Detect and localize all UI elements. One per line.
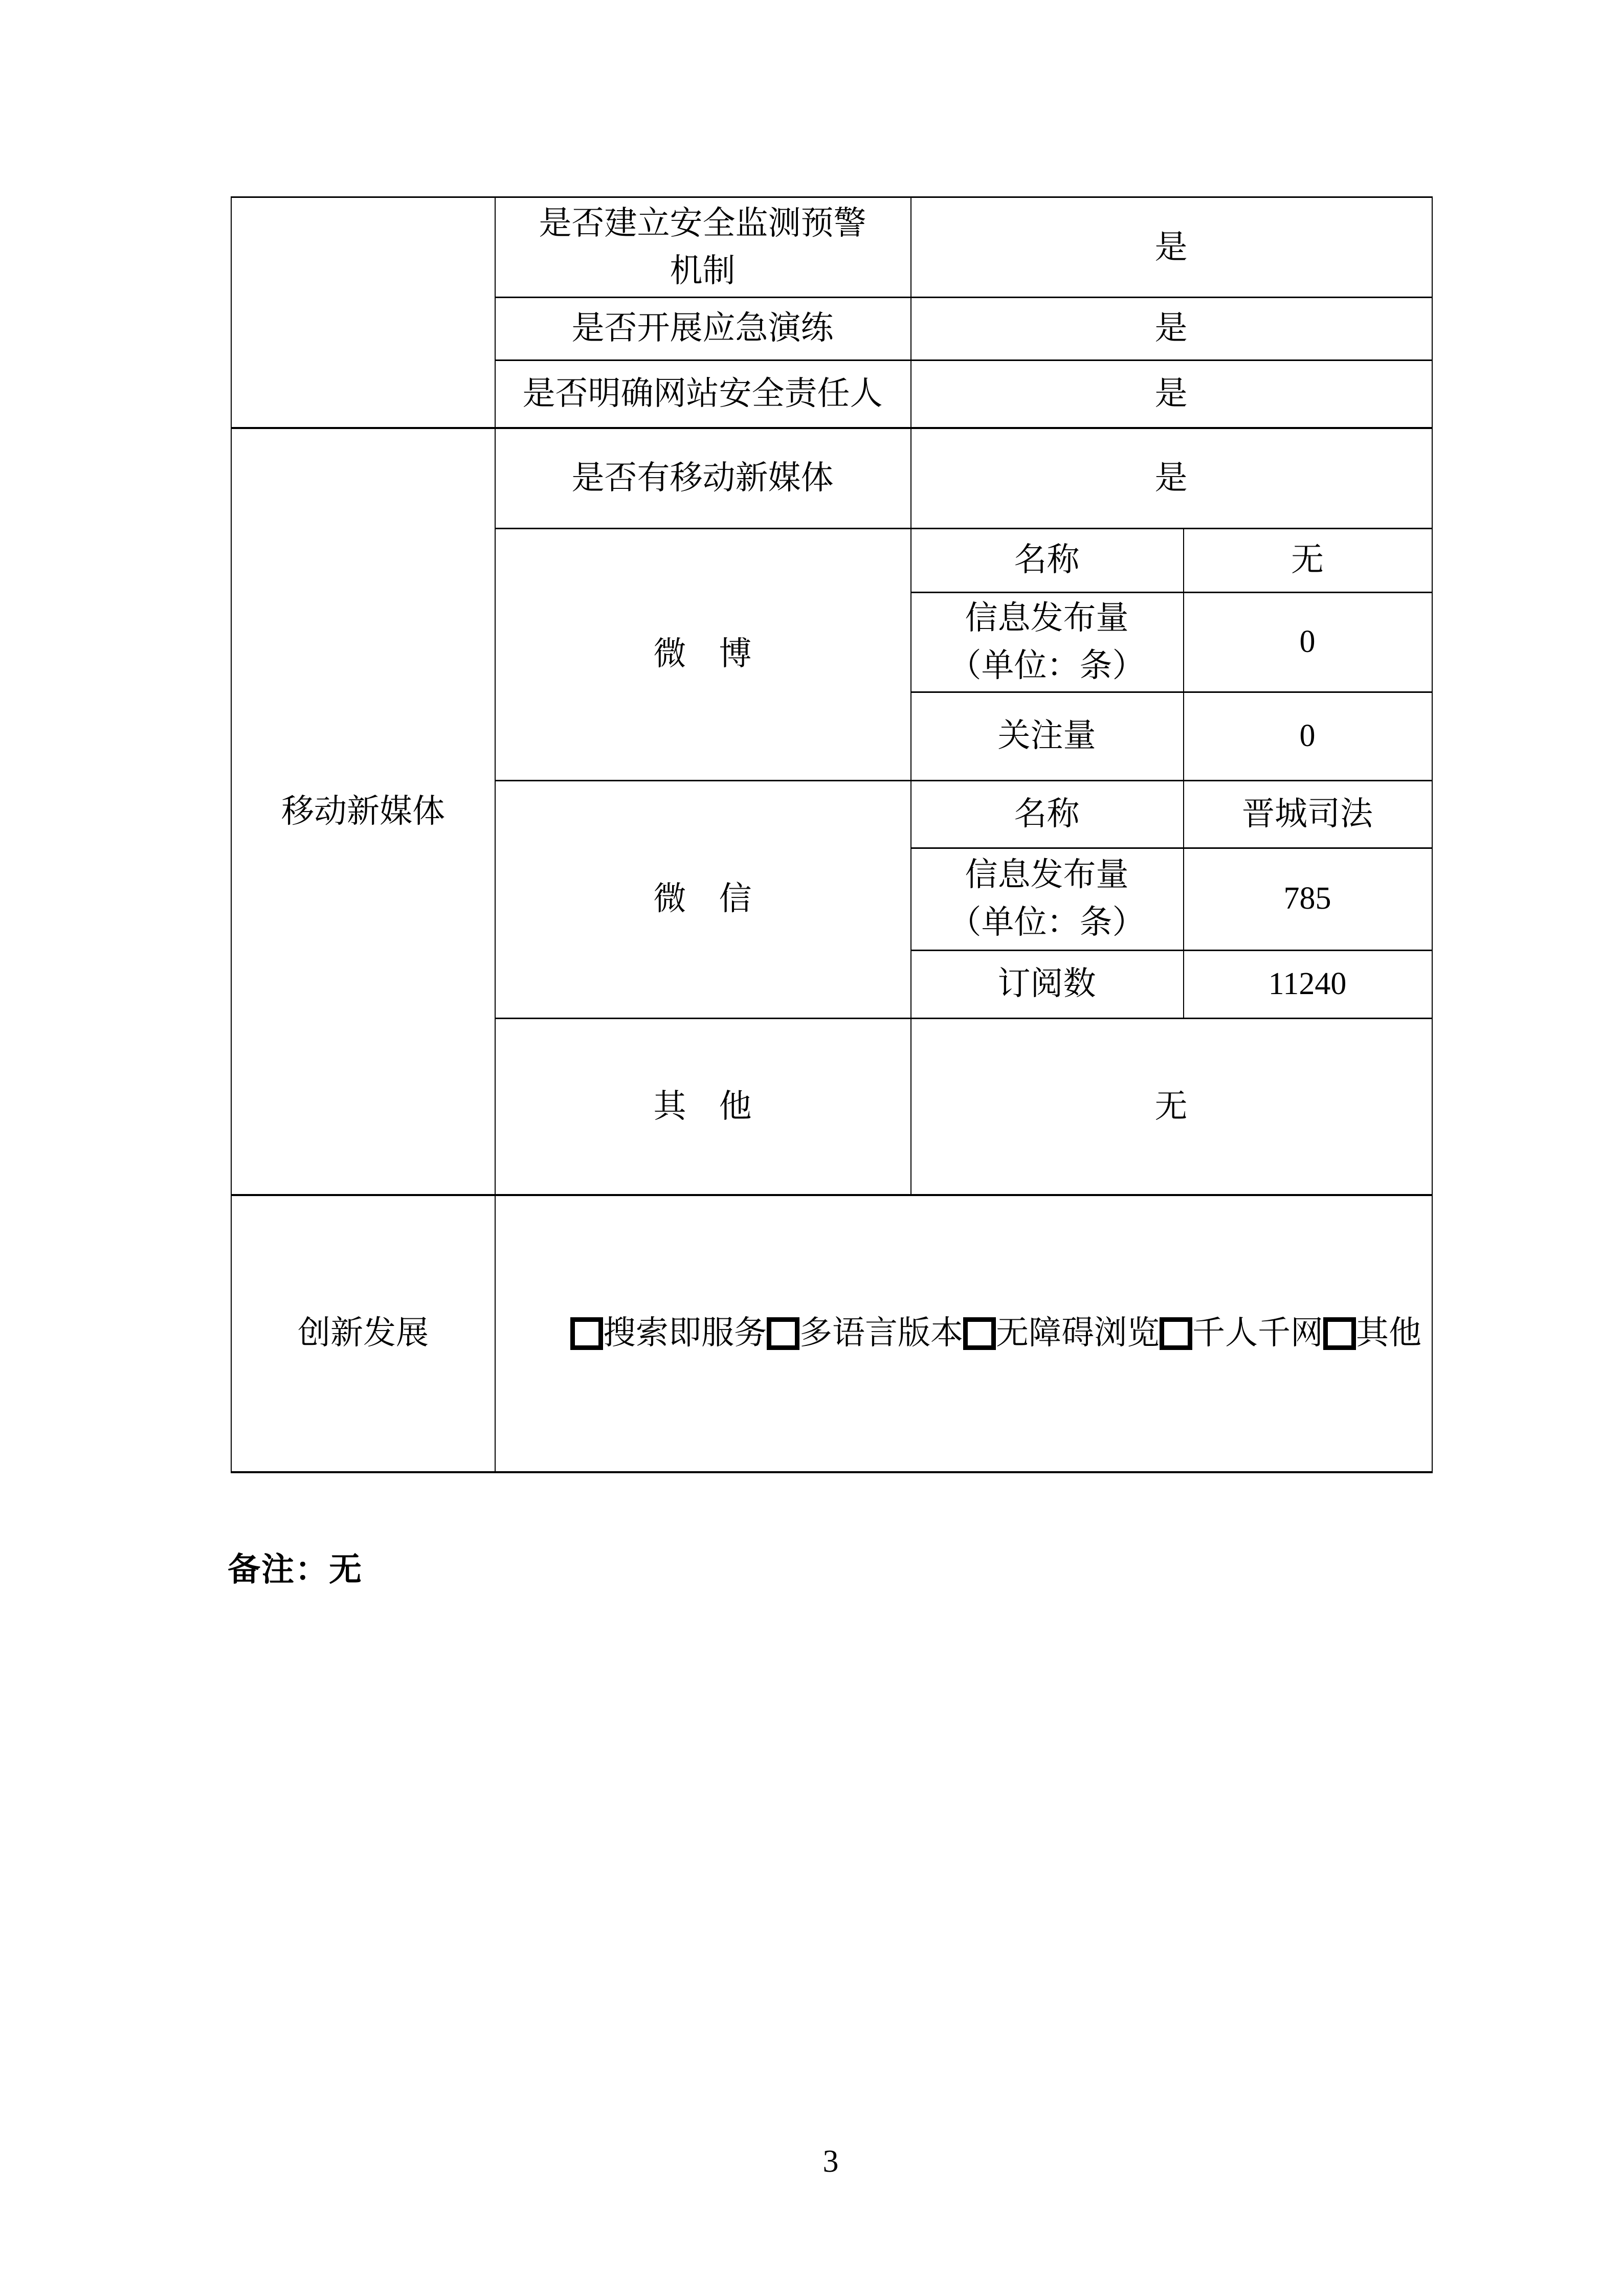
wechat-subscribers-label	[910, 950, 1183, 1018]
wechat-name-value	[1183, 780, 1432, 848]
weibo-name-value	[1183, 528, 1432, 592]
innovation-option-label: 千人千网	[1192, 1314, 1323, 1351]
value-text: 是	[1154, 310, 1188, 347]
wechat-posts-label	[910, 848, 1183, 950]
row-label-has-mobile-media	[495, 428, 910, 528]
label-line: 机制	[670, 253, 736, 289]
value-other-media	[910, 1018, 1432, 1195]
label-text: 名称	[1014, 542, 1080, 578]
checkbox-icon	[963, 1317, 996, 1350]
page-number	[231, 2144, 1431, 2180]
section-label-text: 创新发展	[298, 1314, 429, 1351]
value-text: 0	[1299, 624, 1316, 659]
remark-value: 无	[329, 1551, 363, 1588]
innovation-option	[767, 1315, 963, 1351]
innovation-option-label: 多语言版本	[799, 1314, 963, 1351]
section-label-text: 移动新媒体	[281, 793, 445, 829]
label-line: 信息发布量	[965, 599, 1129, 636]
label-line: （单位：条）	[948, 647, 1145, 684]
checkbox-icon	[1160, 1317, 1192, 1350]
label-text: 其 他	[653, 1088, 752, 1124]
label-text: 是否开展应急演练	[571, 310, 834, 347]
row-label-security-person	[495, 360, 910, 428]
label-text: 是否明确网站安全责任人	[522, 375, 883, 412]
wechat-subscribers-value	[1183, 950, 1432, 1018]
row-label-other-media	[495, 1018, 910, 1195]
value-has-mobile-media	[910, 428, 1432, 528]
weibo-followers-value	[1183, 692, 1432, 780]
innovation-option	[963, 1315, 1160, 1351]
value-emergency-drill	[910, 297, 1432, 360]
checkbox-icon	[1323, 1317, 1356, 1350]
value-security-person	[910, 360, 1432, 428]
value-text: 是	[1154, 459, 1188, 496]
section-label-mobile-media	[232, 428, 495, 1195]
value-text: 11240	[1268, 966, 1347, 1001]
section-label-innovation	[232, 1195, 495, 1471]
value-security-monitoring	[910, 198, 1432, 297]
checkbox-icon	[570, 1317, 603, 1350]
remark-line	[228, 1543, 363, 1590]
label-text: 名称	[1014, 795, 1080, 832]
value-text: 无	[1291, 542, 1324, 578]
innovation-option	[1323, 1315, 1421, 1351]
innovation-option-label: 其他	[1356, 1314, 1421, 1351]
weibo-name-label	[910, 528, 1183, 592]
checkbox-icon	[767, 1317, 799, 1350]
label-text: 订阅数	[997, 965, 1096, 1002]
weibo-followers-label	[910, 692, 1183, 780]
weibo-posts-value	[1183, 592, 1432, 692]
value-text: 无	[1154, 1088, 1188, 1124]
row-label-emergency-drill	[495, 297, 910, 360]
label-line: 信息发布量	[965, 857, 1129, 893]
row-label-wechat	[495, 780, 910, 1018]
label-text: 微 信	[653, 881, 752, 917]
value-text: 是	[1154, 375, 1188, 412]
innovation-option	[570, 1315, 767, 1351]
report-table	[231, 196, 1433, 1473]
innovation-options	[495, 1195, 1432, 1471]
label-line: 是否建立安全监测预警	[539, 205, 866, 242]
value-text: 是	[1154, 229, 1188, 265]
innovation-option-label: 搜索即服务	[603, 1314, 767, 1351]
row-label-security-monitoring	[495, 198, 910, 297]
value-text: 晋城司法	[1242, 795, 1373, 832]
label-line: （单位：条）	[948, 904, 1145, 940]
wechat-name-label	[910, 780, 1183, 848]
value-text: 0	[1299, 718, 1316, 753]
value-text: 785	[1283, 881, 1331, 916]
wechat-posts-value	[1183, 848, 1432, 950]
row-label-weibo	[495, 528, 910, 780]
innovation-option	[1160, 1315, 1323, 1351]
label-text: 微 博	[653, 636, 752, 672]
remark-label: 备注：	[228, 1551, 329, 1588]
label-text: 是否有移动新媒体	[571, 459, 834, 496]
innovation-option-label: 无障碍浏览	[996, 1314, 1160, 1351]
weibo-posts-label	[910, 592, 1183, 692]
label-text: 关注量	[997, 717, 1096, 754]
page-number-text: 3	[822, 2144, 839, 2179]
